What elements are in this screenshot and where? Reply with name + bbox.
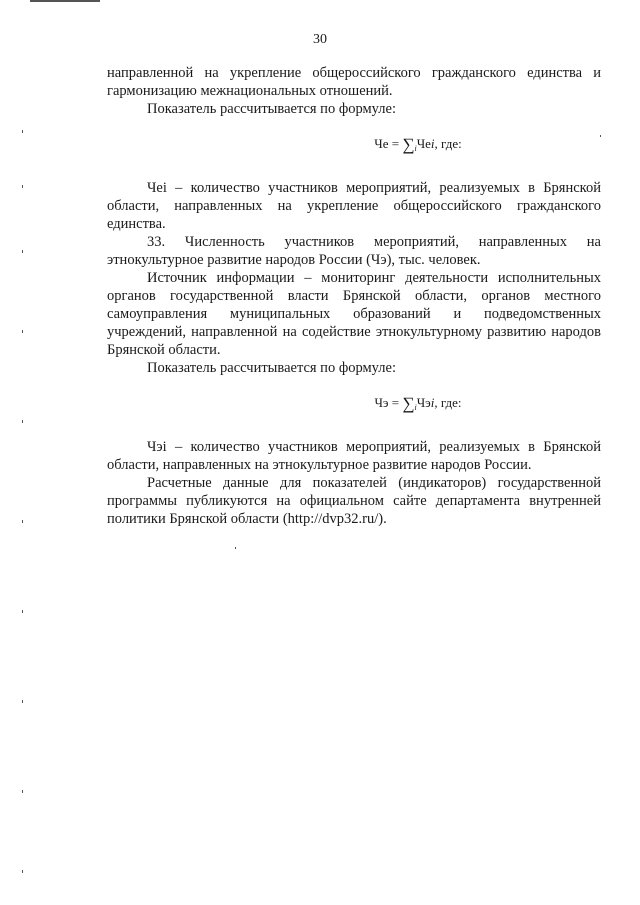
scan-dot bbox=[22, 420, 23, 423]
sum-symbol: ∑ bbox=[402, 394, 415, 413]
information-source: Источник информации – мониторинг деятельности исполнительных органов государственной власти Брянской области, органов местного самоуправления муниципальных образований и подведомственных учреждений, направленной на содействие этнокультурному развитию народов Брянской области. bbox=[107, 270, 601, 358]
scan-dot bbox=[22, 790, 23, 793]
definition-che: Чеi – количество участников мероприятий, реализуемых в Брянской области, направленных на укрепление общероссийского гражданского единства. bbox=[107, 180, 601, 232]
scan-dot bbox=[22, 130, 23, 133]
formula-lhs: Че bbox=[374, 136, 389, 151]
formula-che: Че = $\sum_iЧеi$, где: bbox=[374, 135, 462, 154]
formula-term: Чэ bbox=[416, 395, 431, 410]
document-body bbox=[107, 64, 601, 528]
scan-dot bbox=[22, 185, 23, 188]
scan-dot bbox=[235, 547, 236, 549]
sum-symbol: ∑ bbox=[402, 135, 415, 154]
publication-note: Расчетные данные для показателей (индикаторов) государственной программы публикуются на официальном сайте департамента внутренней политики Брянской области (http://dvp32.ru/). bbox=[107, 475, 601, 527]
formula-intro: Показатель рассчитывается по формуле: bbox=[147, 360, 396, 376]
formula-intro: Показатель рассчитывается по формуле: bbox=[147, 101, 396, 117]
formula-che-ethno: Чэ = $\sum_iЧэi$, где: bbox=[374, 394, 462, 413]
formula-term: Че bbox=[416, 136, 431, 151]
scan-mark-top bbox=[30, 0, 100, 2]
scan-dot bbox=[22, 250, 23, 253]
paragraph-continuation: направленной на укрепление общероссийского гражданского единства и гармонизацию межнациональных отношений. bbox=[107, 65, 601, 99]
definition-che-ethno: Чэi – количество участников мероприятий, реализуемых в Брянской области, направленных на этнокультурное развитие народов России. bbox=[107, 439, 601, 473]
scan-dot bbox=[22, 520, 23, 523]
indicator-33: 33. Численность участников мероприятий, направленных на этнокультурное развитие народов России (Чэ), тыс. человек. bbox=[107, 234, 601, 268]
scan-dot bbox=[22, 700, 23, 703]
scan-dot bbox=[22, 870, 23, 873]
scan-dot bbox=[22, 330, 23, 333]
page-number: 30 bbox=[313, 32, 327, 47]
scan-dot bbox=[22, 610, 23, 613]
formula-lhs: Чэ bbox=[374, 395, 389, 410]
